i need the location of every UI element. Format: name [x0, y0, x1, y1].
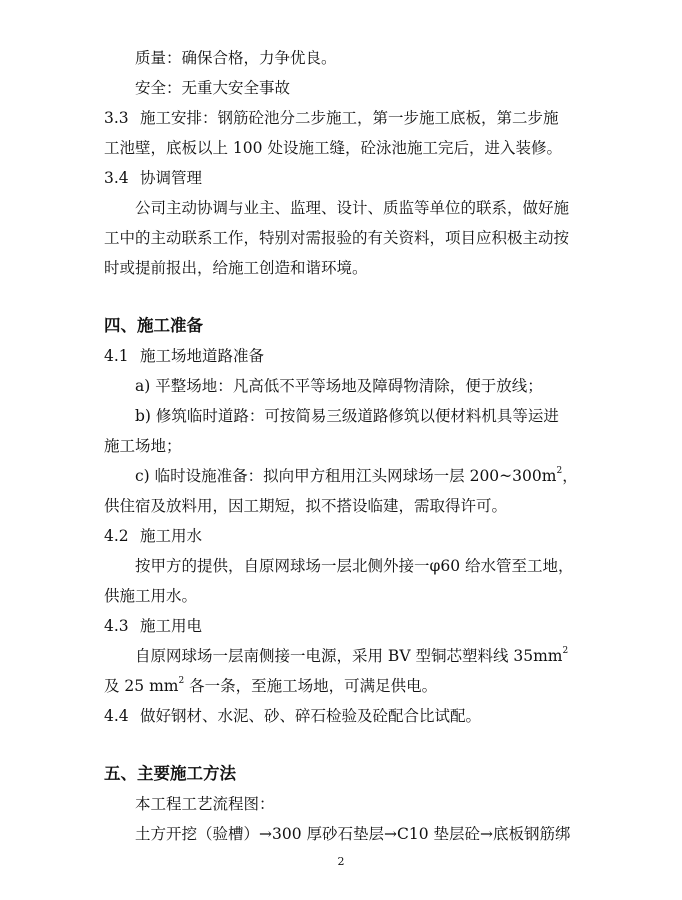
paragraph-line [104, 676, 437, 696]
section-4-2-heading [104, 526, 202, 546]
section-3-3-line-1 [104, 108, 578, 128]
item-text: c) 临时设施准备：拟向甲方租用江头网球场一层 200~300m [135, 467, 557, 485]
paragraph-line: 时或提前报出，给施工创造和谐环境。 [104, 259, 368, 277]
list-item-a: a) 平整场地：凡高低不平等场地及障碍物清除，便于放线； [135, 377, 543, 395]
section-title: 做好钢材、水泥、砂、碎石检验及砼配合比试配。 [140, 707, 482, 725]
paragraph-text: 自原网球场一层南侧接一电源，采用 BV 型铜芯塑料线 35mm [135, 647, 563, 665]
section-3-3-line-2: 工池壁，底板以上 100 处设施工缝，砼泳池施工完后，进入装修。 [104, 139, 562, 157]
paragraph-line: 供施工用水。 [104, 587, 198, 605]
superscript: 2 [178, 676, 185, 686]
superscript: 2 [556, 466, 563, 476]
flow-line: 土方开挖（验槽）→300 厚砂石垫层→C10 垫层砼→底板钢筋绑 [135, 825, 571, 843]
paragraph-line: 按甲方的提供，自原网球场一层北侧外接一φ60 给水管至工地， [135, 557, 574, 575]
section-3-4-heading [104, 168, 202, 188]
page-number: 2 [337, 855, 345, 868]
section-text: 施工安排：钢筋砼池分二步施工，第一步施工底板，第二步施 [140, 109, 559, 127]
section-title: 施工用电 [140, 617, 203, 635]
section-number: 4.1 [104, 347, 129, 365]
chapter-4-title: 四、施工准备 [104, 316, 203, 335]
section-number: 3.4 [104, 169, 129, 187]
item-punct: ， [562, 467, 578, 485]
list-item-b-line-1: b) 修筑临时道路：可按简易三级道路修筑以便材料机具等运进 [135, 407, 559, 425]
section-number: 4.4 [104, 707, 129, 725]
chapter-5-title: 五、主要施工方法 [104, 764, 236, 783]
section-4-4-heading [104, 706, 481, 726]
section-4-1-heading [104, 346, 264, 366]
paragraph-line: 本工程工艺流程图： [135, 795, 275, 813]
superscript: 2 [562, 646, 569, 656]
section-title: 协调管理 [140, 169, 203, 187]
list-item-c-line-2: 供住宿及放料用，因工期短，拟不搭设临建，需取得许可。 [104, 497, 508, 515]
paragraph-text: 各一条，至施工场地，可满足供电。 [184, 677, 438, 695]
paragraph-line: 公司主动协调与业主、监理、设计、质监等单位的联系，做好施 [135, 199, 570, 217]
section-number: 3.3 [104, 109, 129, 127]
paragraph-line [135, 646, 568, 666]
quality-goal: 质量：确保合格，力争优良。 [135, 49, 337, 67]
section-number: 4.2 [104, 527, 129, 545]
section-title: 施工场地道路准备 [140, 347, 265, 365]
safety-goal: 安全：无重大安全事故 [135, 79, 291, 97]
section-title: 施工用水 [140, 527, 203, 545]
list-item-b-line-2: 施工场地； [104, 437, 182, 455]
list-item-c-line-1 [135, 466, 578, 486]
section-4-3-heading [104, 616, 202, 636]
paragraph-line: 工中的主动联系工作，特别对需报验的有关资料，项目应积极主动按 [104, 229, 570, 247]
section-number: 4.3 [104, 617, 129, 635]
paragraph-text: 及 25 mm [104, 677, 179, 695]
